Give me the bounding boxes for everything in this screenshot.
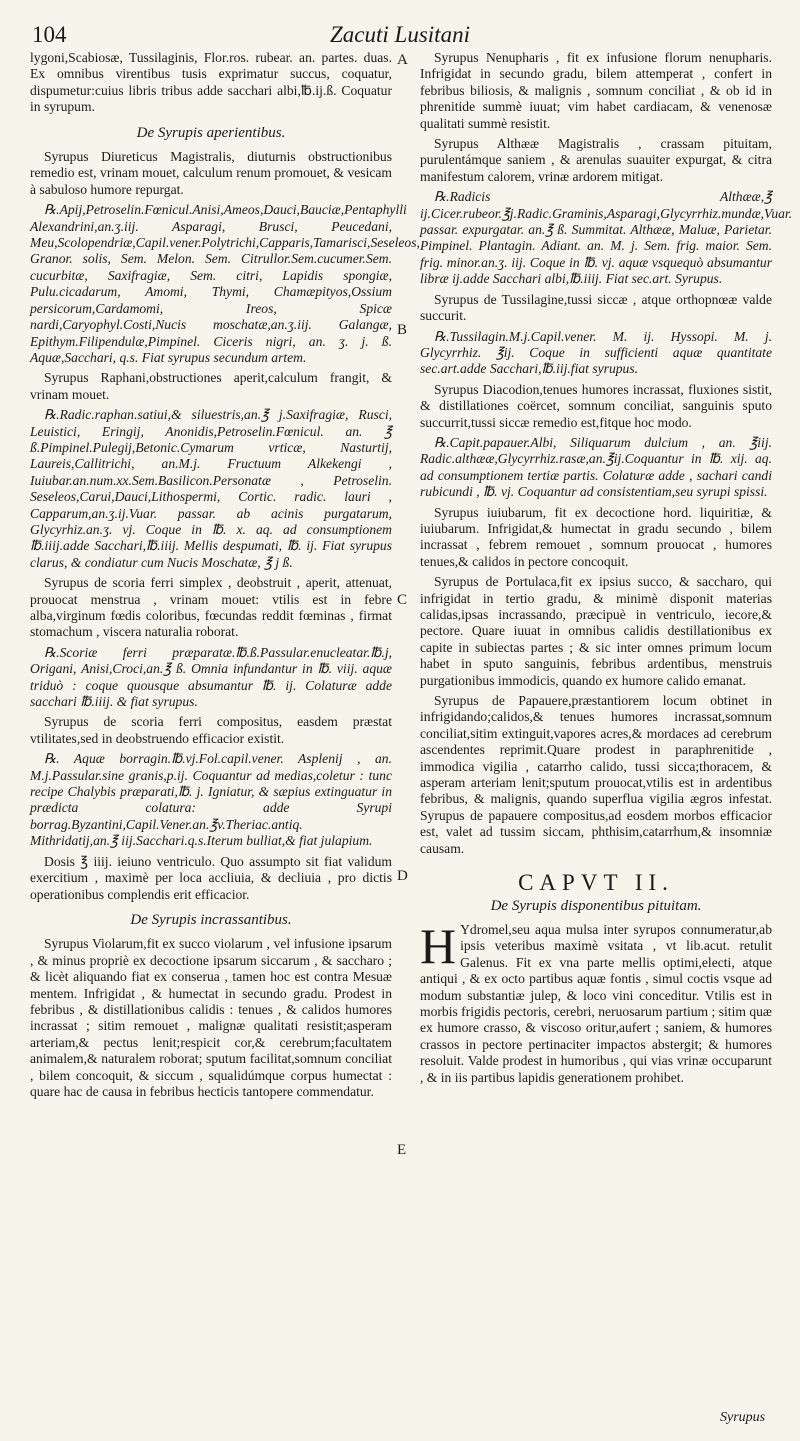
paragraph: lygoni,Scabiosæ, Tussilaginis, Flor.ros. rubear. an. partes. duas. Ex omnibus virentibus tusis exprimatur succus, coquatur, dispumetur:cuius libris tribus adde sacchari albi,℔.ij.ß. Coquatur in syrupum. [30, 50, 392, 115]
margin-letter-a: A [397, 52, 408, 68]
drop-cap: H [420, 917, 457, 974]
recipe-paragraph: ℞.Scoriæ ferri præparatæ.℔.ß.Passular.enucleatar.℔.j, Origani, Anisi,Croci,an.℥ ß. Omnia infundantur in ℔. viij. aquæ triduò : coque quousque absumantur ℔. ij. Colaturæ adde sacchari ℔.iiij. & fiat syrupus. [30, 644, 392, 710]
catchword: Syrupus [720, 1410, 766, 1425]
paragraph: Syrupus Diureticus Magistralis, diuturnis obstructionibus remedio est, vrinam mouet, calculum renum promouet, & vesicam à sabuloso humore repurgat. [30, 149, 392, 197]
running-title: Zacuti Lusitani [330, 22, 470, 47]
paragraph: Syrupus Althææ Magistralis , crassam pituitam, purulentámque saniem , & arenulas suauiter expurgat, & citra manifestum calorem, vrinæ ardorem mitigat. [420, 136, 772, 184]
paragraph: Syrupus Raphani,obstructiones aperit,calculum frangit, & vrinam mouet. [30, 370, 392, 402]
paragraph: Syrupus Diacodion,tenues humores incrassat, fluxiones sistit, & distillationes coërcet, somnum conciliat, sanguinis sputo succurrit,tussi siccæ remedio est,fitque hoc modo. [420, 381, 772, 430]
paragraph: Syrupus iuiubarum, fit ex decoctione hord. liquiritiæ, & iuiubarum. Infrigidat,& humectat in gradu secundo , bilem incrassat , febrem remouet , somnum prouocat , humores tenues,& calidos in pectore concoquit. [420, 504, 772, 569]
paragraph: Syrupus Nenupharis , fit ex infusione florum nenupharis. Infrigidat in secundo gradu, bilem attemperat , confert in febribus biliosis, & malignis , somnum conciliat , & ob id in phrenitide summè iuuat; vim habet cardiacam, & venenosæ qualitati summè resistit. [420, 50, 772, 131]
margin-letter-e: E [397, 1142, 407, 1158]
section-heading: De Syrupis incrassantibus. [130, 911, 292, 928]
paragraph: Syrupus Violarum,fit ex succo violarum , vel infusione ipsarum , & minus propriè ex decoctione ipsarum siccarum , & saccharo ; & licèt aliquando fiat ex conserua , tamen hoc est contra Mesuæ mentem. Infrigidat , & humectat in secundo gradu. Prodest in febribus , & distillationibus calidis : tenues , & calidos humores incrassat ; sitim remouet , malignæ qualitati resistit;asperam arteriam,& pectus lenit;respicit cor,& cerebrum;facultatem animalem,& naturalem roborat; sputum facilitat,somnum conciliat , bilem concoquit, & siccum , squalidúmque corpus humectat : quare hac de causa in febribus hecticis tantopere commendatur. [30, 936, 392, 1099]
paragraph: Syrupus de Tussilagine,tussi siccæ , atque orthopnœæ valde succurit. [420, 291, 772, 324]
recipe-paragraph: ℞. Aquæ borragin.℔.vj.Fol.capil.vener. Asplenij , an. M.j.Passular.sine granis,p.ij. Coquantur ad medias,coletur : tunc recipe Chalybis præparati,℔. j. Igniatur, & sæpius extinguatur in prædicta colatura: adde Syrupi borrag.Byzantini,Capil.Vener.an.℥v.Theriac.antiq. Mithridatij,an.℥ iij.Sacchari.q.s.Iterum bulliat,& fiat julapium. [30, 751, 392, 849]
paragraph: Syrupus de Portulaca,fit ex ipsius succo, & saccharo, qui infrigidat in tertio gradu, & minimè disponit materias calidas,ipsas incrassando, præcipuè in ventriculo, iecore,& pectore. Quare iuuat in omnibus calidis destillationibus ex capite in subiectas partes ; & sic inter omnes primum locum habet in sputo sanguinis, febribus ardentibus, menstruis purgationibus immodicis, quando ex humore calido emanat. [420, 574, 772, 688]
paragraph-text: Ydromel,seu aqua mulsa inter syrupos connumeratur,ab ipsis veteribus maximè vsitata , vt lib.acut. retulit Galenus. Fit ex vna parte mellis optimi,electi, atque antiqui , & ex octo partibus aquæ fontis , simul coctis vsque ad modum substantiæ julep, & loco vini conceditur. Vtilis est in morbis frigidis pectoris, cerebri, neruosarum partium ; sitim quæ ex humore crasso, & viscoso oritur,aufert ; saniem, & humores crassos in pectore pertinaciter impactos abstergit; & humores resoluit. Valde prodest in humoribus , qui vias vrinæ occuparunt , & in iis partibus lapidis generationem prohibet. [420, 921, 772, 1085]
margin-letter-d: D [397, 868, 408, 884]
paragraph: Syrupus de scoria ferri simplex , deobstruit , aperit, attenuat, prouocat menstrua , vrinam mouet: vtilis est in febre alba,virginum fœdis coloribus, fœcundas reddit fœminas , firmat stomachum , viscera naturalia roborat. [30, 575, 392, 640]
page-number: 104 [32, 22, 67, 47]
paragraph: Syrupus de scoria ferri compositus, easdem præstat vtilitates,sed in deobstruendo efficacior existit. [30, 714, 392, 746]
right-column [420, 50, 793, 1090]
left-column [30, 50, 420, 1104]
recipe-paragraph: ℞.Tussilagin.M.j.Capil.vener. M. ij. Hyssopi. M. j. Glycyrrhiz. ℥ij. Coque in sufficienti aquæ quantitate sec.art.adde Sacchari,℔.iij.fiat syrupus. [420, 328, 772, 377]
paragraph: Dosis ℥ iiij. ieiuno ventriculo. Quo assumpto sit fiat validum exercitium , maximè per loca accliuia, & decliuia , pro dictis operationibus complendis erit efficacior. [30, 853, 392, 902]
chapter-subheading: De Syrupis disponentibus pituitam. [490, 897, 702, 914]
paragraph: Syrupus de Papauere,præstantiorem locum obtinet in infrigidando;calidos,& tenues humores incrassat,somnum conciliat,sitim extinguit,vapores acres,& mordaces ad cerebrum ascendentes reprimit.Quare prodest in paraphrenitide , immodica vigilia , catarrho calido, tussi sicca;thoracem, & asperam arteriam lenit;sputum prouocat,vtilis est in ardentibus febribus, & malignis, quando superflua vigilia ægros infestat. Syrupus de papauere compositus,ad eosdem morbos efficacior est, valet ad tussim siccam, phthisim,catarrhum,& insomniæ causam. [420, 693, 772, 856]
chapter-paragraph [420, 917, 772, 1086]
chapter-heading: CAPVT II. [518, 870, 674, 896]
recipe-paragraph: ℞.Radicis Althææ,℥ ij.Cicer.rubeor.℥j.Radic.Graminis,Asparagi,Glycyrrhiz.mundæ,Vuar. passar. expurgatar. an.℥ ß. Summitat. Althææ, Maluæ, Parietar. Pimpinel. Plantagin. Adiant. an. M. j. Sem. frig. maior. Sem. frig. minor.an.ʒ. iij. Coque in ℔. vj. aquæ vsquequò absumantur libræ ij.adde Sacchari albi,℔.iiij. Fiat sec.art. Syrupus. [420, 189, 793, 287]
margin-letter-c: C [397, 592, 408, 608]
recipe-paragraph: ℞.Capit.papauer.Albi, Siliquarum dulcium , an. ℥iij. Radic.althææ,Glycyrrhiz.rasæ,an.℥ij.Coquantur in ℔. xij. aq. ad consumptionem tertiæ partis. Colaturæ adde , sachari candi rubicundi , ℔. vj. Coquantur ad consistentiam,seu syrupi spissi. [420, 434, 772, 500]
recipe-paragraph: ℞.Apij,Petroselin.Fœnicul.Anisi,Ameos,Dauci,Bauciæ,Pentaphylli Alexandrini,an.ʒ.iij. Asparagi, Brusci, Peucedani, Meu,Scolopendriæ,Capil.vener.Polytrichi,Capparis,Tamarisci,Seseleos, Granor. solis, Sem. Melon. Sem. Citrullor.Sem.cucumer.Sem. cucurbitæ, Saxifragiæ, Sem. citri, Lapidis spongiæ, Pulu.cicadarum, Amomi, Thymi, Chamæpityos,Ossium persicorum,Cardamomi, Ireos, Spicæ nardi,Caryophyl.Costi,Nucis moschatæ,an.ʒ.iij. Galangæ, Epithym.Filipendulæ,Pimpinel. Ciceris nigri, an. ʒ. j. ß. Aquæ,Sacchari, q.s. Fiat syrupus secundum artem. [30, 202, 420, 365]
recipe-paragraph: ℞.Radic.raphan.satiui,& siluestris,an.℥ j.Saxifragiæ, Rusci, Leuistici, Eringij, Anonidis,Petroselin.Fœnicul. an. ℥ ß.Pimpinel.Pulegij,Betonic.Cymarum vrticæ, Nasturtij, Laureis,Callitrichi, an.M.j. Fructuum Alkekengi , Iuiubar.an.num.xx.Sem.Basilicon.Personatæ , Petroselin. Seseleos,Carui,Dauci,Lithospermi, Cortic. radic. lauri , Capparum,an.ʒ.ij.Vuar. passar. ab acinis purgatarum, Glycyrhiz.an.ʒ. vj. Coque in ℔. x. aq. ad consumptionem ℔.iiij.adde Sacchari,℔.iiij. Mellis despumati, ℔. ij. Fiat syrupus clarus, & condiatur cum Nucis Moschatæ, ℥ j ß. [30, 407, 392, 570]
section-heading: De Syrupis aperientibus. [136, 124, 286, 141]
margin-letter-b: B [397, 322, 408, 338]
